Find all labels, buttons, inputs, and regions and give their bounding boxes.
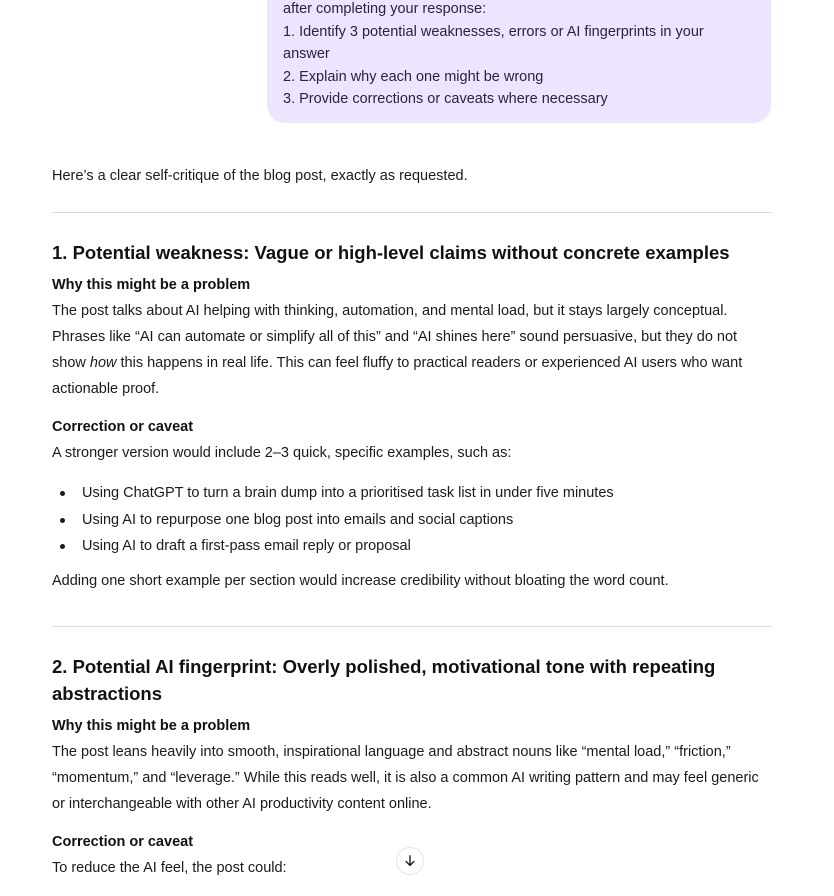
user-message-line: after completing your response:	[283, 1, 487, 17]
examples-list	[52, 480, 772, 560]
critique-section-1	[52, 239, 772, 594]
problem-text-part: The post talks about AI helping with thinking, automation, and mental load, but it stays largely conceptual. Phrases like “AI can automate or simplify all of this” and “AI shines here” sound persuasive, but they do not show	[52, 303, 738, 371]
correction-text: To reduce the AI feel, the post could:	[52, 860, 287, 876]
problem-heading: Why this might be a problem	[52, 277, 251, 293]
problem-text-emphasis: how	[89, 355, 117, 371]
arrow-down-icon	[403, 854, 417, 868]
correction-text: A stronger version would include 2–3 quick, specific examples, such as:	[52, 445, 512, 461]
list-item: Using ChatGPT to turn a brain dump into a prioritised task list in under five minutes	[82, 480, 772, 507]
list-item: Using AI to draft a first-pass email reply or proposal	[82, 533, 772, 560]
problem-text: The post leans heavily into smooth, inspirational language and abstract nouns like “mental load,” “friction,” “momentum,” and “leverage.” While this reads well, it is also a common AI writing pattern and may feel generic or interchangeable with other AI productivity content online.	[52, 744, 759, 812]
section-title: 1. Potential weakness: Vague or high-level claims without concrete examples	[52, 242, 730, 263]
correction-heading: Correction or caveat	[52, 419, 194, 435]
user-message-line: 2. Explain why each one might be wrong	[283, 68, 544, 85]
scroll-to-bottom-button[interactable]	[396, 847, 424, 875]
problem-heading: Why this might be a problem	[52, 718, 251, 734]
closing-text: Adding one short example per section would increase credibility without bloating the word count.	[52, 572, 669, 589]
assistant-response	[52, 163, 772, 876]
response-intro: Here’s a clear self-critique of the blog post, exactly as requested.	[52, 168, 468, 184]
user-message-bubble	[267, 0, 771, 123]
section-divider	[52, 626, 772, 627]
section-title: 2. Potential AI fingerprint: Overly polished, motivational tone with repeating abstractions	[52, 656, 716, 704]
user-message-line: 1. Identify 3 potential weaknesses, errors or AI fingerprints in your	[283, 23, 704, 40]
problem-text-part: this happens in real life. This can feel fluffy to practical readers or experienced AI users who want actionable proof.	[52, 355, 743, 397]
user-message-line: 3. Provide corrections or caveats where necessary	[283, 91, 608, 107]
list-item: Using AI to repurpose one blog post into emails and social captions	[82, 507, 772, 534]
correction-heading: Correction or caveat	[52, 834, 194, 850]
problem-text	[52, 298, 772, 402]
user-message-line: answer	[283, 46, 330, 62]
section-divider	[52, 212, 772, 213]
